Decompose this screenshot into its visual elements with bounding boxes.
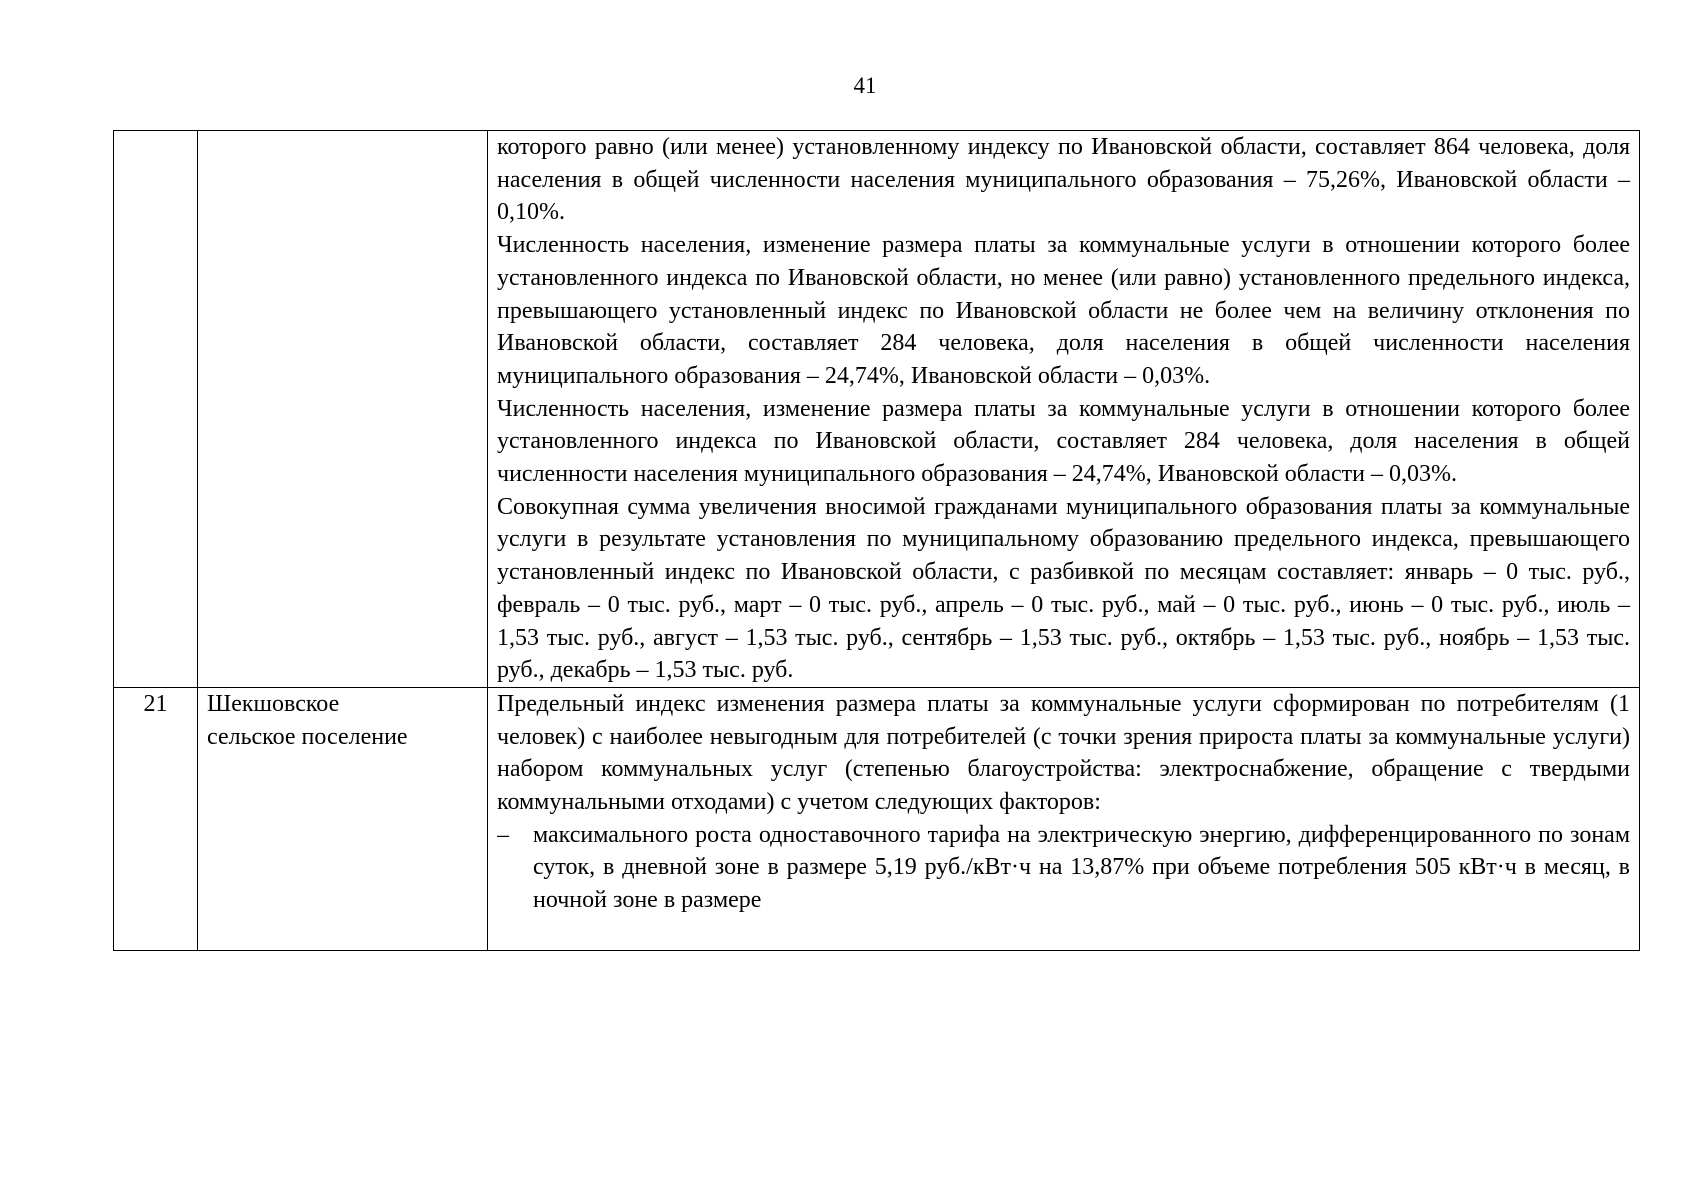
factor-electricity-tariff: максимального роста одноставочного тарифа на электрическую энергию, дифференцированного по зонам суток, в дневной зоне в размере 5,19 руб./кВт·ч на 13,87% при объеме потребления 505 кВт·ч в месяц, в ночной зоне в размере xyxy=(533,821,1630,914)
municipal-index-table xyxy=(113,130,1640,951)
row-number-cell: 21 xyxy=(114,687,198,950)
row-number-cell xyxy=(114,131,198,688)
list-dash: – xyxy=(497,821,509,848)
factors-list xyxy=(497,819,1630,917)
municipality-name-line2: сельское поселение xyxy=(207,723,408,750)
table-row-21 xyxy=(114,687,1640,950)
paragraph-monthly-total-increase: Совокупная сумма увеличения вносимой гражданами муниципального образования платы за коммунальные услуги в результате установления по муниципальному образованию предельного индекса, превышающего установленный индекс по Ивановской области, с разбивкой по месяцам составляет: январь – 0 тыс. руб., февраль – 0 тыс. руб., март – 0 тыс. руб., апрель – 0 тыс. руб., май – 0 тыс. руб., июнь – 0 тыс. руб., июль – 1,53 тыс. руб., август – 1,53 тыс. руб., сентябрь – 1,53 тыс. руб., октябрь – 1,53 тыс. руб., ноябрь – 1,53 тыс. руб., декабрь – 1,53 тыс. руб. xyxy=(497,493,1630,684)
municipality-name-cell xyxy=(198,131,488,688)
paragraph-population-within-index: которого равно (или менее) установленному индексу по Ивановской области, составляет 864 человека, доля населения в общей численности населения муниципального образования – 75,26%, Ивановской области – 0,10%. xyxy=(497,134,1630,226)
list-item xyxy=(497,819,1630,917)
municipality-name-cell xyxy=(198,687,488,950)
paragraph-population-above-index: Численность населения, изменение размера платы за коммунальные услуги в отношении которого более установленного индекса по Ивановской области, составляет 284 человека, доля населения в общей численности населения муниципального образования – 24,74%, Ивановской области – 0,03%. xyxy=(497,395,1630,488)
table-row-continued xyxy=(114,131,1640,688)
page-number: 41 xyxy=(853,73,877,98)
municipality-name-line1: Шекшовское xyxy=(207,690,340,717)
description-cell xyxy=(488,687,1640,950)
description-clip xyxy=(497,688,1630,950)
description-cell xyxy=(488,131,1640,688)
paragraph-population-within-limit: Численность населения, изменение размера платы за коммунальные услуги в отношении которого более установленного индекса по Ивановской области, но менее (или равно) установленного предельного индекса, превышающего установленный индекс по Ивановской области не более чем на величину отклонения по Ивановской области, составляет 284 человека, доля населения в общей численности населения муниципального образования – 24,74%, Ивановской области – 0,03%. xyxy=(497,232,1630,389)
paragraph-index-formation: Предельный индекс изменения размера платы за коммунальные услуги сформирован по потребителям (1 человек) с наиболее невыгодным для потребителей (с точки зрения прироста платы за коммунальные услуги) набором коммунальных услуг (степенью благоустройства: электроснабжение, обращение с твердыми коммунальными отходами) с учетом следующих факторов: xyxy=(497,690,1630,816)
